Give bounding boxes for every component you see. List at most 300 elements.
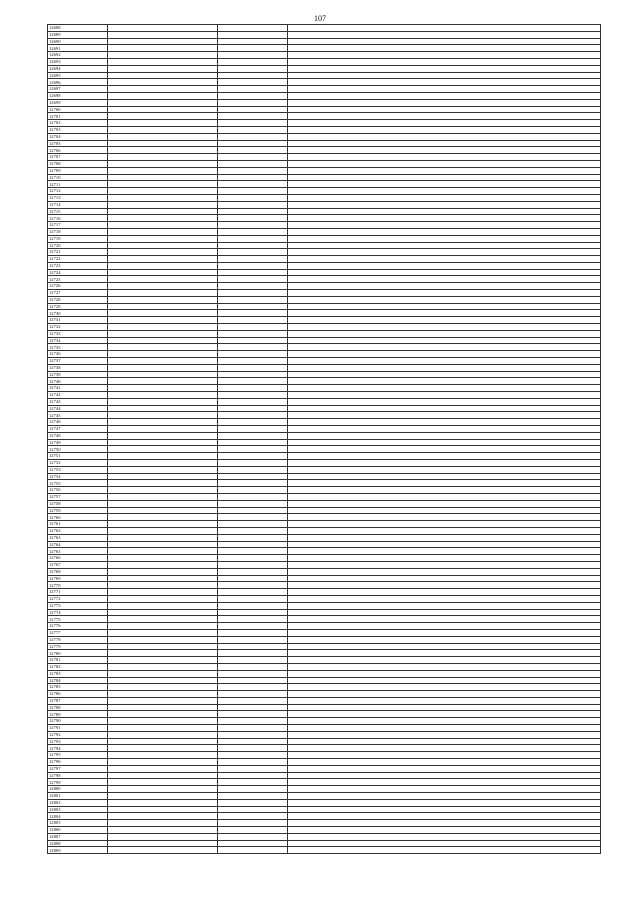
building-cadastral-number-cell (218, 303, 288, 310)
address-cell (288, 358, 601, 365)
table-row (48, 623, 601, 630)
land-cadastral-number-cell (108, 317, 218, 324)
address-cell (288, 303, 601, 310)
land-cadastral-number-cell (108, 677, 218, 684)
address-cell (288, 222, 601, 229)
land-cadastral-number-cell (108, 58, 218, 65)
address-cell (288, 460, 601, 467)
row-number-cell: 12698 (48, 92, 108, 99)
address-cell (288, 201, 601, 208)
land-cadastral-number-cell (108, 473, 218, 480)
row-number-cell: 12802 (48, 799, 108, 806)
building-cadastral-number-cell (218, 813, 288, 820)
row-number-cell: 12694 (48, 65, 108, 72)
row-number-cell: 12780 (48, 650, 108, 657)
land-cadastral-number-cell (108, 303, 218, 310)
row-number-cell: 12779 (48, 643, 108, 650)
table-row (48, 194, 601, 201)
row-number-cell: 12735 (48, 344, 108, 351)
table-row (48, 133, 601, 140)
row-number-cell: 12729 (48, 303, 108, 310)
land-cadastral-number-cell (108, 460, 218, 467)
table-row (48, 772, 601, 779)
row-number-cell: 12808 (48, 840, 108, 847)
row-number-cell: 12732 (48, 324, 108, 331)
address-cell (288, 500, 601, 507)
table-row (48, 235, 601, 242)
row-number-cell: 12804 (48, 813, 108, 820)
building-cadastral-number-cell (218, 201, 288, 208)
building-cadastral-number-cell (218, 514, 288, 521)
table-row (48, 276, 601, 283)
address-cell (288, 840, 601, 847)
table-row (48, 745, 601, 752)
address-cell (288, 133, 601, 140)
table-row (48, 256, 601, 263)
land-cadastral-number-cell (108, 521, 218, 528)
row-number-cell: 12717 (48, 222, 108, 229)
address-cell (288, 392, 601, 399)
building-cadastral-number-cell (218, 310, 288, 317)
row-number-cell: 12688 (48, 25, 108, 32)
table-row (48, 385, 601, 392)
building-cadastral-number-cell (218, 432, 288, 439)
row-number-cell: 12750 (48, 446, 108, 453)
address-cell (288, 725, 601, 732)
building-cadastral-number-cell (218, 555, 288, 562)
table-row (48, 303, 601, 310)
building-cadastral-number-cell (218, 242, 288, 249)
building-cadastral-number-cell (218, 392, 288, 399)
table-row (48, 765, 601, 772)
table-row (48, 616, 601, 623)
land-cadastral-number-cell (108, 609, 218, 616)
land-cadastral-number-cell (108, 650, 218, 657)
building-cadastral-number-cell (218, 269, 288, 276)
land-cadastral-number-cell (108, 290, 218, 297)
building-cadastral-number-cell (218, 249, 288, 256)
address-cell (288, 174, 601, 181)
address-cell (288, 759, 601, 766)
address-cell (288, 126, 601, 133)
building-cadastral-number-cell (218, 759, 288, 766)
row-number-cell: 12710 (48, 174, 108, 181)
building-cadastral-number-cell (218, 643, 288, 650)
address-cell (288, 337, 601, 344)
table-row (48, 31, 601, 38)
building-cadastral-number-cell (218, 561, 288, 568)
land-cadastral-number-cell (108, 99, 218, 106)
row-number-cell: 12716 (48, 215, 108, 222)
building-cadastral-number-cell (218, 45, 288, 52)
building-cadastral-number-cell (218, 113, 288, 120)
land-cadastral-number-cell (108, 378, 218, 385)
land-cadastral-number-cell (108, 541, 218, 548)
row-number-cell: 12756 (48, 487, 108, 494)
land-cadastral-number-cell (108, 786, 218, 793)
row-number-cell: 12797 (48, 765, 108, 772)
building-cadastral-number-cell (218, 92, 288, 99)
land-cadastral-number-cell (108, 670, 218, 677)
table-row (48, 283, 601, 290)
building-cadastral-number-cell (218, 541, 288, 548)
land-cadastral-number-cell (108, 45, 218, 52)
row-number-cell: 12712 (48, 188, 108, 195)
address-cell (288, 731, 601, 738)
land-cadastral-number-cell (108, 820, 218, 827)
building-cadastral-number-cell (218, 480, 288, 487)
land-cadastral-number-cell (108, 392, 218, 399)
land-cadastral-number-cell (108, 480, 218, 487)
building-cadastral-number-cell (218, 718, 288, 725)
building-cadastral-number-cell (218, 283, 288, 290)
row-number-cell: 12775 (48, 616, 108, 623)
row-number-cell: 12705 (48, 140, 108, 147)
table-row (48, 827, 601, 834)
land-cadastral-number-cell (108, 25, 218, 32)
land-cadastral-number-cell (108, 276, 218, 283)
table-row (48, 548, 601, 555)
building-cadastral-number-cell (218, 439, 288, 446)
building-cadastral-number-cell (218, 52, 288, 59)
address-cell (288, 249, 601, 256)
land-cadastral-number-cell (108, 106, 218, 113)
address-cell (288, 616, 601, 623)
address-cell (288, 426, 601, 433)
address-cell (288, 432, 601, 439)
building-cadastral-number-cell (218, 86, 288, 93)
address-cell (288, 691, 601, 698)
building-cadastral-number-cell (218, 79, 288, 86)
land-cadastral-number-cell (108, 194, 218, 201)
row-number-cell: 12770 (48, 582, 108, 589)
address-cell (288, 657, 601, 664)
building-cadastral-number-cell (218, 595, 288, 602)
building-cadastral-number-cell (218, 799, 288, 806)
row-number-cell: 12695 (48, 72, 108, 79)
land-cadastral-number-cell (108, 453, 218, 460)
table-row (48, 582, 601, 589)
land-cadastral-number-cell (108, 691, 218, 698)
land-cadastral-number-cell (108, 731, 218, 738)
address-cell (288, 269, 601, 276)
row-number-cell: 12791 (48, 725, 108, 732)
building-cadastral-number-cell (218, 765, 288, 772)
table-row (48, 296, 601, 303)
building-cadastral-number-cell (218, 657, 288, 664)
row-number-cell: 12800 (48, 786, 108, 793)
address-cell (288, 765, 601, 772)
building-cadastral-number-cell (218, 684, 288, 691)
land-cadastral-number-cell (108, 201, 218, 208)
table-row (48, 65, 601, 72)
table-row (48, 38, 601, 45)
land-cadastral-number-cell (108, 426, 218, 433)
address-cell (288, 38, 601, 45)
row-number-cell: 12704 (48, 133, 108, 140)
row-number-cell: 12723 (48, 262, 108, 269)
table-row (48, 378, 601, 385)
row-number-cell: 12794 (48, 745, 108, 752)
land-cadastral-number-cell (108, 840, 218, 847)
land-cadastral-number-cell (108, 126, 218, 133)
address-cell (288, 140, 601, 147)
address-cell (288, 364, 601, 371)
land-cadastral-number-cell (108, 140, 218, 147)
table-row (48, 208, 601, 215)
row-number-cell: 12803 (48, 806, 108, 813)
land-cadastral-number-cell (108, 466, 218, 473)
building-cadastral-number-cell (218, 262, 288, 269)
address-cell (288, 276, 601, 283)
address-cell (288, 514, 601, 521)
land-cadastral-number-cell (108, 31, 218, 38)
address-cell (288, 575, 601, 582)
building-cadastral-number-cell (218, 120, 288, 127)
land-cadastral-number-cell (108, 507, 218, 514)
building-cadastral-number-cell (218, 616, 288, 623)
address-cell (288, 473, 601, 480)
row-number-cell: 12720 (48, 242, 108, 249)
building-cadastral-number-cell (218, 786, 288, 793)
address-cell (288, 181, 601, 188)
building-cadastral-number-cell (218, 493, 288, 500)
building-cadastral-number-cell (218, 507, 288, 514)
building-cadastral-number-cell (218, 847, 288, 854)
address-cell (288, 568, 601, 575)
address-cell (288, 663, 601, 670)
address-cell (288, 398, 601, 405)
table-row (48, 249, 601, 256)
row-number-cell: 12709 (48, 167, 108, 174)
row-number-cell: 12747 (48, 426, 108, 433)
building-cadastral-number-cell (218, 65, 288, 72)
address-cell (288, 317, 601, 324)
land-cadastral-number-cell (108, 419, 218, 426)
register-table-wrapper (47, 24, 600, 854)
land-cadastral-number-cell (108, 555, 218, 562)
address-cell (288, 813, 601, 820)
table-row (48, 167, 601, 174)
building-cadastral-number-cell (218, 296, 288, 303)
land-cadastral-number-cell (108, 364, 218, 371)
row-number-cell: 12700 (48, 106, 108, 113)
land-cadastral-number-cell (108, 589, 218, 596)
table-row (48, 242, 601, 249)
land-cadastral-number-cell (108, 256, 218, 263)
land-cadastral-number-cell (108, 72, 218, 79)
page-number: 107 (314, 14, 326, 23)
address-cell (288, 711, 601, 718)
land-cadastral-number-cell (108, 242, 218, 249)
building-cadastral-number-cell (218, 99, 288, 106)
building-cadastral-number-cell (218, 154, 288, 161)
table-row (48, 487, 601, 494)
land-cadastral-number-cell (108, 711, 218, 718)
land-cadastral-number-cell (108, 337, 218, 344)
address-cell (288, 242, 601, 249)
address-cell (288, 324, 601, 331)
building-cadastral-number-cell (218, 344, 288, 351)
address-cell (288, 670, 601, 677)
table-row (48, 228, 601, 235)
building-cadastral-number-cell (218, 228, 288, 235)
row-number-cell: 12751 (48, 453, 108, 460)
land-cadastral-number-cell (108, 487, 218, 494)
address-cell (288, 799, 601, 806)
table-row (48, 140, 601, 147)
land-cadastral-number-cell (108, 697, 218, 704)
row-number-cell: 12701 (48, 113, 108, 120)
building-cadastral-number-cell (218, 460, 288, 467)
land-cadastral-number-cell (108, 568, 218, 575)
row-number-cell: 12738 (48, 364, 108, 371)
row-number-cell: 12740 (48, 378, 108, 385)
table-row (48, 670, 601, 677)
address-cell (288, 521, 601, 528)
building-cadastral-number-cell (218, 188, 288, 195)
table-row (48, 113, 601, 120)
building-cadastral-number-cell (218, 806, 288, 813)
row-number-cell: 12760 (48, 514, 108, 521)
building-cadastral-number-cell (218, 473, 288, 480)
land-cadastral-number-cell (108, 432, 218, 439)
building-cadastral-number-cell (218, 582, 288, 589)
land-cadastral-number-cell (108, 188, 218, 195)
address-cell (288, 351, 601, 358)
row-number-cell: 12746 (48, 419, 108, 426)
building-cadastral-number-cell (218, 500, 288, 507)
row-number-cell: 12782 (48, 663, 108, 670)
address-cell (288, 65, 601, 72)
land-cadastral-number-cell (108, 133, 218, 140)
building-cadastral-number-cell (218, 419, 288, 426)
address-cell (288, 378, 601, 385)
address-cell (288, 555, 601, 562)
row-number-cell: 12715 (48, 208, 108, 215)
table-row (48, 650, 601, 657)
building-cadastral-number-cell (218, 378, 288, 385)
land-cadastral-number-cell (108, 616, 218, 623)
building-cadastral-number-cell (218, 133, 288, 140)
address-cell (288, 262, 601, 269)
address-cell (288, 745, 601, 752)
building-cadastral-number-cell (218, 521, 288, 528)
row-number-cell: 12772 (48, 595, 108, 602)
row-number-cell: 12768 (48, 568, 108, 575)
table-row (48, 439, 601, 446)
building-cadastral-number-cell (218, 527, 288, 534)
table-row (48, 480, 601, 487)
address-cell (288, 697, 601, 704)
table-row (48, 364, 601, 371)
row-number-cell: 12805 (48, 820, 108, 827)
row-number-cell: 12736 (48, 351, 108, 358)
building-cadastral-number-cell (218, 487, 288, 494)
table-row (48, 154, 601, 161)
address-cell (288, 453, 601, 460)
building-cadastral-number-cell (218, 215, 288, 222)
building-cadastral-number-cell (218, 58, 288, 65)
row-number-cell: 12767 (48, 561, 108, 568)
table-row (48, 697, 601, 704)
address-cell (288, 847, 601, 854)
address-cell (288, 283, 601, 290)
address-cell (288, 650, 601, 657)
row-number-cell: 12789 (48, 711, 108, 718)
building-cadastral-number-cell (218, 820, 288, 827)
row-number-cell: 12703 (48, 126, 108, 133)
address-cell (288, 480, 601, 487)
land-cadastral-number-cell (108, 779, 218, 786)
table-row (48, 636, 601, 643)
address-cell (288, 487, 601, 494)
row-number-cell: 12773 (48, 602, 108, 609)
building-cadastral-number-cell (218, 677, 288, 684)
building-cadastral-number-cell (218, 140, 288, 147)
address-cell (288, 623, 601, 630)
table-row (48, 609, 601, 616)
land-cadastral-number-cell (108, 718, 218, 725)
row-number-cell: 12724 (48, 269, 108, 276)
land-cadastral-number-cell (108, 827, 218, 834)
table-row (48, 460, 601, 467)
land-cadastral-number-cell (108, 215, 218, 222)
address-cell (288, 609, 601, 616)
address-cell (288, 92, 601, 99)
address-cell (288, 79, 601, 86)
address-cell (288, 806, 601, 813)
land-cadastral-number-cell (108, 534, 218, 541)
land-cadastral-number-cell (108, 249, 218, 256)
row-number-cell: 12801 (48, 793, 108, 800)
building-cadastral-number-cell (218, 276, 288, 283)
table-row (48, 86, 601, 93)
table-row (48, 419, 601, 426)
address-cell (288, 827, 601, 834)
row-number-cell: 12790 (48, 718, 108, 725)
building-cadastral-number-cell (218, 412, 288, 419)
table-row (48, 779, 601, 786)
table-row (48, 663, 601, 670)
row-number-cell: 12725 (48, 276, 108, 283)
land-cadastral-number-cell (108, 371, 218, 378)
table-row (48, 534, 601, 541)
land-cadastral-number-cell (108, 405, 218, 412)
row-number-cell: 12758 (48, 500, 108, 507)
address-cell (288, 106, 601, 113)
land-cadastral-number-cell (108, 636, 218, 643)
address-cell (288, 113, 601, 120)
table-row (48, 317, 601, 324)
land-cadastral-number-cell (108, 813, 218, 820)
table-row (48, 324, 601, 331)
land-cadastral-number-cell (108, 412, 218, 419)
building-cadastral-number-cell (218, 466, 288, 473)
row-number-cell: 12742 (48, 392, 108, 399)
land-cadastral-number-cell (108, 147, 218, 154)
table-row (48, 799, 601, 806)
address-cell (288, 194, 601, 201)
row-number-cell: 12763 (48, 534, 108, 541)
table-row (48, 589, 601, 596)
row-number-cell: 12706 (48, 147, 108, 154)
land-cadastral-number-cell (108, 228, 218, 235)
table-row (48, 711, 601, 718)
land-cadastral-number-cell (108, 514, 218, 521)
building-cadastral-number-cell (218, 623, 288, 630)
building-cadastral-number-cell (218, 731, 288, 738)
